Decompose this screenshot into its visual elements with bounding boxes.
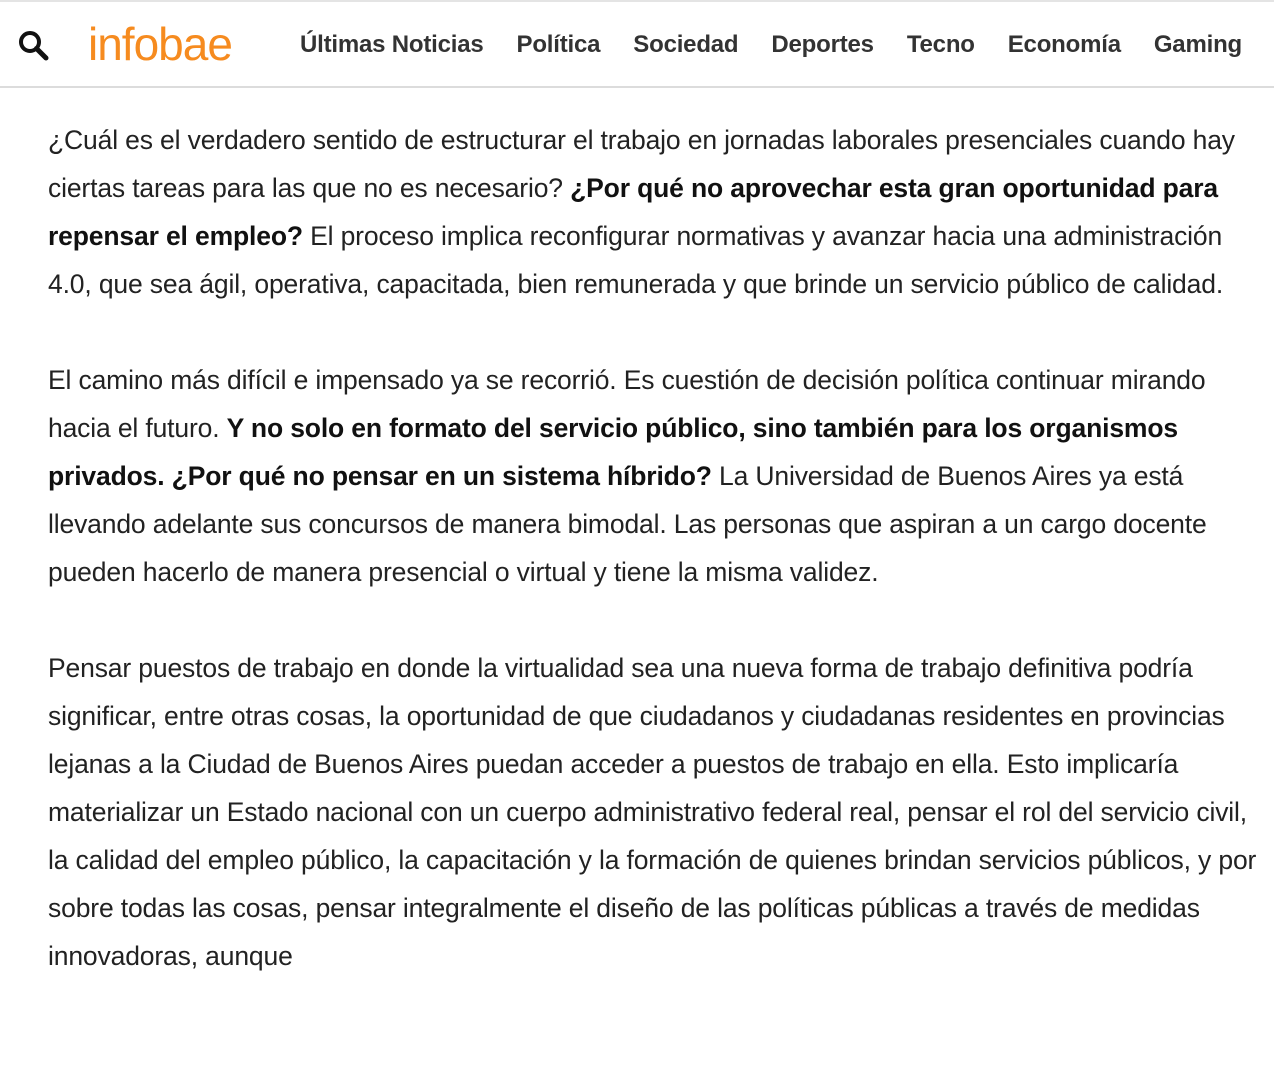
- paragraph-text: La Universidad de Buenos Aires ya está llevando adelante sus concursos de manera bimodal. Las personas que aspiran a un cargo docente pueden hacerlo de manera presencial o virtual y tiene la misma validez.: [48, 461, 1207, 587]
- paragraph-text: ¿Cuál es el verdadero sentido de estructurar el trabajo en jornadas laborales presenciales cuando hay ciertas tareas para las que no es necesario?: [48, 125, 1235, 203]
- article-paragraph-1: [48, 116, 1263, 308]
- paragraph-text: El proceso implica reconfigurar normativas y avanzar hacia una administración 4.0, que sea ágil, operativa, capacitada, bien remunerada y que brinde un servicio público de calidad.: [48, 221, 1224, 299]
- article-body: [48, 116, 1263, 1028]
- nav-item-deportes[interactable]: Deportes: [771, 31, 874, 58]
- search-icon: [16, 28, 52, 64]
- paragraph-text: Pensar puestos de trabajo en donde la virtualidad sea una nueva forma de trabajo definitiva podría significar, entre otras cosas, la oportunidad de que ciudadanos y ciudadanas residentes en provincias lejanas a la Ciudad de Buenos Aires puedan acceder a puestos de trabajo en ella. Esto implicaría materializar un Estado nacional con un cuerpo administrativo federal real, pensar el rol del servicio civil, la calidad del empleo público, la capacitación y la formación de quienes brindan servicios públicos, y por sobre todas las cosas, pensar integralmente el diseño de las políticas públicas a través de medidas innovadoras, aunque: [48, 653, 1257, 971]
- paragraph-highlight: Y no solo en formato del servicio público, sino también para los organismos privados. ¿Por qué no pensar en un sistema híbrido?: [48, 413, 1178, 491]
- section-nav: [300, 2, 1274, 88]
- nav-item-economia[interactable]: Economía: [1007, 31, 1121, 58]
- paragraph-text: El camino más difícil e impensado ya se recorrió. Es cuestión de decisión política continuar mirando hacia el futuro.: [48, 365, 1206, 443]
- paragraph-highlight: ¿Por qué no aprovechar esta gran oportunidad para repensar el empleo?: [48, 173, 1218, 251]
- nav-item-gaming[interactable]: Gaming: [1153, 31, 1242, 58]
- article-paragraph-3: [48, 644, 1263, 980]
- nav-item-sociedad[interactable]: Sociedad: [633, 31, 739, 58]
- nav-item-politica[interactable]: Política: [516, 31, 601, 58]
- article-paragraph-2: [48, 356, 1263, 596]
- infobae-logo[interactable]: infobae: [88, 18, 232, 70]
- search-button[interactable]: [16, 28, 52, 64]
- nav-item-ultimas-noticias[interactable]: Últimas Noticias: [300, 31, 484, 58]
- top-navigation-bar: [0, 0, 1274, 88]
- nav-item-tecno[interactable]: Tecno: [906, 31, 975, 58]
